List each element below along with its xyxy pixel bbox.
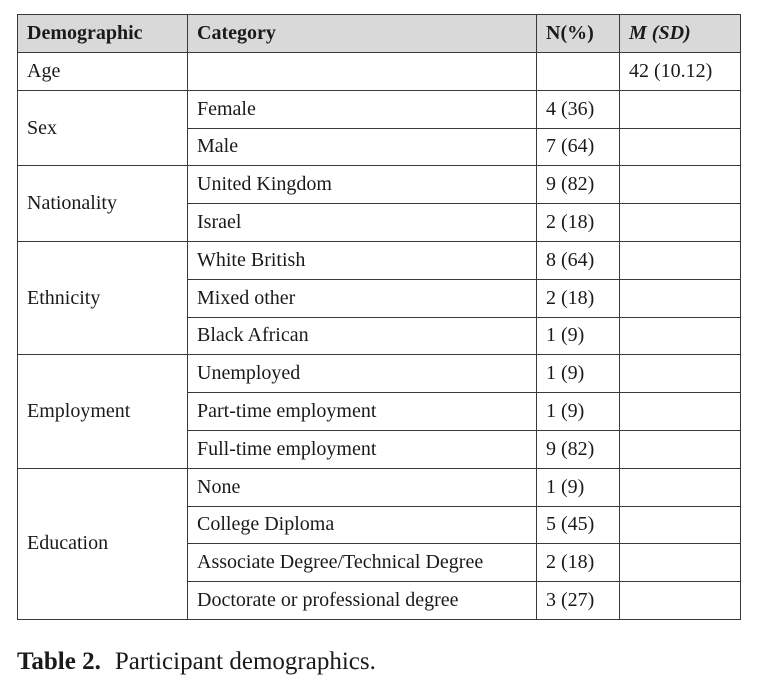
header-demographic: Demographic	[18, 15, 188, 53]
n-cell: 2 (18)	[537, 544, 620, 582]
n-cell: 4 (36)	[537, 90, 620, 128]
msd-cell	[620, 317, 741, 355]
category-cell: Israel	[188, 204, 537, 242]
demographic-cell: Education	[18, 468, 188, 619]
n-cell: 1 (9)	[537, 317, 620, 355]
table-caption	[17, 648, 376, 676]
category-cell: Black African	[188, 317, 537, 355]
table-row	[18, 166, 741, 204]
header-n-percent: N(%)	[537, 15, 620, 53]
table-row	[18, 53, 741, 91]
category-cell: None	[188, 468, 537, 506]
caption-text: Participant demographics.	[114, 648, 376, 675]
n-cell: 1 (9)	[537, 393, 620, 431]
msd-cell	[620, 393, 741, 431]
category-cell: Doctorate or professional degree	[188, 582, 537, 620]
n-cell: 7 (64)	[537, 128, 620, 166]
category-cell: Male	[188, 128, 537, 166]
n-cell: 3 (27)	[537, 582, 620, 620]
msd-cell	[620, 582, 741, 620]
msd-cell	[620, 544, 741, 582]
msd-cell	[620, 241, 741, 279]
msd-cell	[620, 468, 741, 506]
header-category: Category	[188, 15, 537, 53]
table-row	[18, 241, 741, 279]
category-cell: United Kingdom	[188, 166, 537, 204]
table-row	[18, 355, 741, 393]
demographic-cell: Employment	[18, 355, 188, 468]
msd-cell	[620, 166, 741, 204]
demographic-cell: Age	[18, 53, 188, 91]
header-mean-sd: M (SD)	[620, 15, 741, 53]
n-cell: 5 (45)	[537, 506, 620, 544]
msd-cell	[620, 355, 741, 393]
table-row	[18, 90, 741, 128]
caption-label: Table 2.	[17, 648, 101, 675]
msd-cell	[620, 128, 741, 166]
table-row	[18, 468, 741, 506]
msd-cell	[620, 430, 741, 468]
n-cell: 9 (82)	[537, 166, 620, 204]
n-cell: 1 (9)	[537, 468, 620, 506]
category-cell: Unemployed	[188, 355, 537, 393]
category-cell: Full-time employment	[188, 430, 537, 468]
msd-cell	[620, 90, 741, 128]
msd-cell	[620, 279, 741, 317]
demographic-cell: Sex	[18, 90, 188, 166]
category-cell: Part-time employment	[188, 393, 537, 431]
category-cell: Associate Degree/Technical Degree	[188, 544, 537, 582]
demographics-table	[17, 14, 741, 620]
n-cell	[537, 53, 620, 91]
category-cell: Mixed other	[188, 279, 537, 317]
msd-cell	[620, 506, 741, 544]
msd-cell: 42 (10.12)	[620, 53, 741, 91]
n-cell: 8 (64)	[537, 241, 620, 279]
n-cell: 2 (18)	[537, 204, 620, 242]
n-cell: 9 (82)	[537, 430, 620, 468]
category-cell: College Diploma	[188, 506, 537, 544]
demographics-table-container	[17, 14, 741, 620]
category-cell: Female	[188, 90, 537, 128]
msd-cell	[620, 204, 741, 242]
table-header-row	[18, 15, 741, 53]
n-cell: 2 (18)	[537, 279, 620, 317]
demographic-cell: Nationality	[18, 166, 188, 242]
demographic-cell: Ethnicity	[18, 241, 188, 354]
n-cell: 1 (9)	[537, 355, 620, 393]
category-cell: White British	[188, 241, 537, 279]
category-cell	[188, 53, 537, 91]
